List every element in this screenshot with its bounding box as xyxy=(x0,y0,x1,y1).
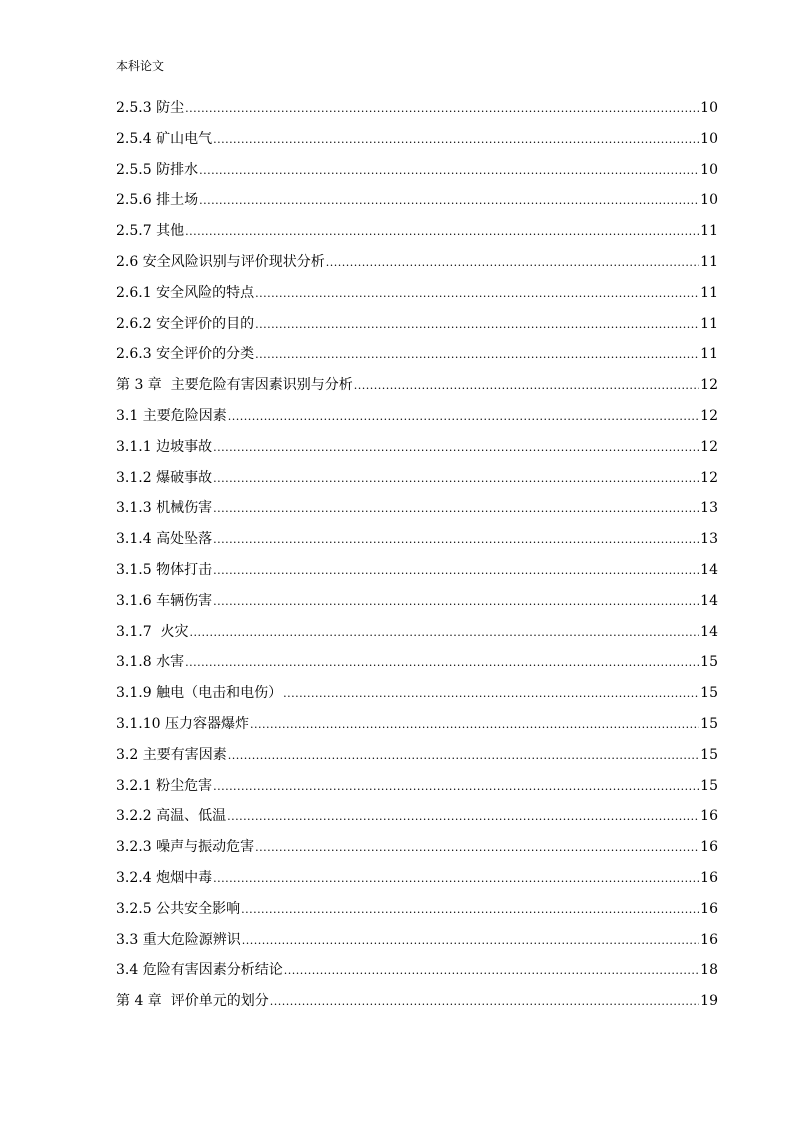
toc-entry[interactable] xyxy=(116,370,718,401)
toc-entry-page: 15 xyxy=(700,685,718,702)
toc-dot-leader xyxy=(228,402,699,433)
toc-dot-leader xyxy=(228,741,699,772)
toc-entry[interactable] xyxy=(116,647,718,678)
toc-dot-leader xyxy=(185,648,699,679)
toc-dot-leader xyxy=(213,587,699,618)
toc-dot-leader xyxy=(255,833,699,864)
toc-entry-page: 10 xyxy=(700,100,718,116)
toc-entry-page: 16 xyxy=(700,869,718,886)
toc-entry-title: 2.5.7 其他 xyxy=(116,223,185,240)
toc-entry-page: 13 xyxy=(700,500,718,517)
toc-entry[interactable] xyxy=(116,986,718,1017)
toc-entry-page: 16 xyxy=(700,900,718,917)
toc-entry-title: 2.5.3 防尘 xyxy=(116,100,185,116)
toc-entry[interactable] xyxy=(116,185,718,216)
toc-entry-title: 2.5.6 排土场 xyxy=(116,192,199,209)
toc-entry-page: 18 xyxy=(700,962,718,979)
toc-entry-page: 10 xyxy=(700,161,718,178)
toc-dot-leader xyxy=(270,987,699,1018)
toc-dot-leader xyxy=(199,186,699,217)
toc-dot-leader xyxy=(284,956,699,987)
toc-dot-leader xyxy=(255,310,699,341)
toc-entry[interactable] xyxy=(116,216,718,247)
toc-entry-page: 12 xyxy=(700,377,718,394)
toc-entry-page: 13 xyxy=(700,531,718,548)
toc-entry-page: 11 xyxy=(700,284,718,301)
toc-entry-title: 3.1.6 车辆伤害 xyxy=(116,592,213,609)
toc-entry-page: 15 xyxy=(700,777,718,794)
toc-entry-title: 3.4 危险有害因素分析结论 xyxy=(116,962,283,979)
toc-entry-page: 11 xyxy=(700,253,718,270)
toc-dot-leader xyxy=(213,433,699,464)
toc-dot-leader xyxy=(255,279,699,310)
toc-entry-title: 3.1.8 水害 xyxy=(116,654,185,671)
toc-entry-page: 14 xyxy=(700,561,718,578)
toc-entry-page: 12 xyxy=(700,469,718,486)
toc-entry[interactable] xyxy=(116,863,718,894)
toc-entry-title: 3.1.3 机械伤害 xyxy=(116,500,213,517)
toc-entry-page: 11 xyxy=(700,223,718,240)
toc-entry-page: 19 xyxy=(700,993,718,1010)
toc-entry[interactable] xyxy=(116,678,718,709)
toc-dot-leader xyxy=(190,618,700,649)
toc-entry-title: 3.1.1 边坡事故 xyxy=(116,438,213,455)
toc-entry-title: 3.1.9 触电（电击和电伤） xyxy=(116,685,283,702)
toc-dot-leader xyxy=(199,156,699,187)
toc-entry[interactable] xyxy=(116,925,718,956)
toc-entry-page: 14 xyxy=(700,592,718,609)
toc-entry[interactable] xyxy=(116,278,718,309)
toc-entry[interactable] xyxy=(116,832,718,863)
toc-entry-title: 3.2.5 公共安全影响 xyxy=(116,900,241,917)
toc-entry[interactable] xyxy=(116,247,718,278)
toc-entry-page: 16 xyxy=(700,839,718,856)
toc-entry[interactable] xyxy=(116,463,718,494)
toc-dot-leader xyxy=(283,679,699,710)
toc-entry-page: 16 xyxy=(700,931,718,948)
toc-dot-leader xyxy=(213,525,699,556)
toc-entry-page: 15 xyxy=(700,715,718,732)
toc-entry-page: 15 xyxy=(700,654,718,671)
toc-entry-title: 3.1 主要危险因素 xyxy=(116,407,227,424)
toc-entry-page: 14 xyxy=(700,623,718,640)
toc-entry[interactable] xyxy=(116,493,718,524)
toc-entry[interactable] xyxy=(116,432,718,463)
toc-entry-title: 3.1.4 高处坠落 xyxy=(116,531,213,548)
toc-dot-leader xyxy=(213,556,699,587)
toc-entry[interactable] xyxy=(116,401,718,432)
toc-entry[interactable] xyxy=(116,339,718,370)
toc-entry-title: 3.2.2 高温、低温 xyxy=(116,808,227,825)
toc-entry-title: 3.1.7 火灾 xyxy=(116,623,189,640)
toc-entry[interactable] xyxy=(116,124,718,155)
toc-entry-page: 10 xyxy=(700,192,718,209)
toc-dot-leader xyxy=(213,494,699,525)
toc-entry-page: 15 xyxy=(700,746,718,763)
toc-entry[interactable] xyxy=(116,771,718,802)
toc-entry-title: 3.2.3 噪声与振动危害 xyxy=(116,839,255,856)
toc-entry-page: 11 xyxy=(700,315,718,332)
toc-entry[interactable] xyxy=(116,524,718,555)
toc-entry[interactable] xyxy=(116,93,718,124)
toc-dot-leader xyxy=(241,895,699,926)
toc-entry[interactable] xyxy=(116,709,718,740)
toc-entry[interactable] xyxy=(116,894,718,925)
toc-dot-leader xyxy=(255,340,699,371)
toc-dot-leader xyxy=(213,464,699,495)
toc-entry-title: 3.2 主要有害因素 xyxy=(116,746,227,763)
toc-entry-page: 12 xyxy=(700,407,718,424)
toc-entry-title: 2.6.1 安全风险的特点 xyxy=(116,284,255,301)
toc-entry-title: 3.2.4 炮烟中毒 xyxy=(116,869,213,886)
toc-entry[interactable] xyxy=(116,617,718,648)
toc-entry-title: 2.5.4 矿山电气 xyxy=(116,130,213,147)
toc-entry-title: 2.5.5 防排水 xyxy=(116,161,199,178)
toc-entry-page: 11 xyxy=(700,346,718,363)
toc-entry[interactable] xyxy=(116,309,718,340)
page-header: 本科论文 xyxy=(116,59,165,73)
toc-entry-page: 16 xyxy=(700,808,718,825)
toc-dot-leader xyxy=(354,371,699,402)
toc-dot-leader xyxy=(185,217,699,248)
toc-dot-leader xyxy=(242,926,699,957)
toc-entry[interactable] xyxy=(116,555,718,586)
toc-entry[interactable] xyxy=(116,801,718,832)
toc-entry[interactable] xyxy=(116,586,718,617)
table-of-contents xyxy=(116,93,718,1017)
toc-dot-leader xyxy=(213,864,699,895)
toc-entry[interactable] xyxy=(116,155,718,186)
toc-entry-title: 第 4 章 评价单元的划分 xyxy=(116,993,269,1010)
toc-entry-page: 12 xyxy=(700,438,718,455)
toc-dot-leader xyxy=(213,125,699,156)
toc-entry-title: 3.1.10 压力容器爆炸 xyxy=(116,715,249,732)
toc-entry-title: 2.6.2 安全评价的目的 xyxy=(116,315,255,332)
toc-dot-leader xyxy=(250,710,699,741)
toc-dot-leader xyxy=(213,772,699,803)
toc-entry[interactable] xyxy=(116,740,718,771)
toc-entry-title: 3.1.5 物体打击 xyxy=(116,561,213,578)
toc-entry-title: 3.1.2 爆破事故 xyxy=(116,469,213,486)
toc-dot-leader xyxy=(326,248,699,279)
toc-dot-leader xyxy=(185,94,699,125)
toc-entry-title: 3.2.1 粉尘危害 xyxy=(116,777,213,794)
toc-entry-title: 3.3 重大危险源辨识 xyxy=(116,931,241,948)
toc-entry-page: 10 xyxy=(700,130,718,147)
toc-entry-title: 2.6 安全风险识别与评价现状分析 xyxy=(116,253,325,270)
toc-entry-title: 第 3 章 主要危险有害因素识别与分析 xyxy=(116,377,353,394)
toc-dot-leader xyxy=(227,802,699,833)
toc-entry[interactable] xyxy=(116,955,718,986)
toc-entry-title: 2.6.3 安全评价的分类 xyxy=(116,346,255,363)
